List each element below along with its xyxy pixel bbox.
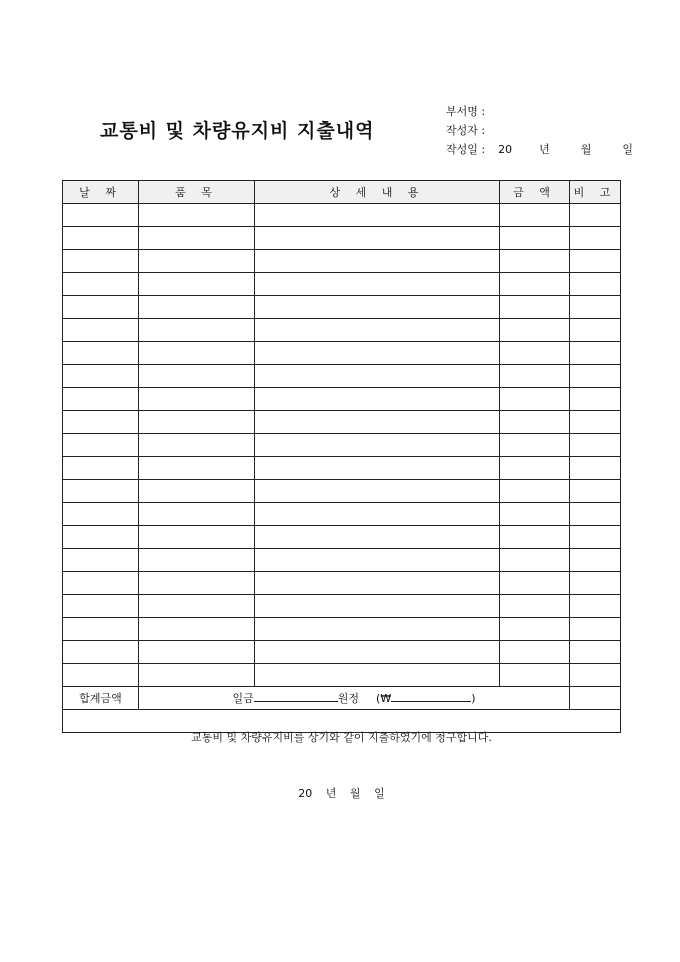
total-prefix: 일금 (232, 692, 254, 705)
date-month-unit: 월 (580, 143, 592, 156)
cell-date[interactable] (63, 273, 139, 296)
cell-details[interactable] (255, 250, 500, 273)
cell-amount[interactable] (500, 365, 570, 388)
cell-remarks[interactable] (570, 227, 621, 250)
cell-date[interactable] (63, 388, 139, 411)
date-year-prefix: 20 (498, 143, 513, 156)
table-body (63, 204, 621, 687)
cell-item[interactable] (139, 641, 255, 664)
cell-amount[interactable] (500, 250, 570, 273)
cell-item[interactable] (139, 365, 255, 388)
cell-remarks[interactable] (570, 250, 621, 273)
table-row (63, 411, 621, 434)
cell-item[interactable] (139, 434, 255, 457)
cell-amount[interactable] (500, 319, 570, 342)
cell-amount[interactable] (500, 434, 570, 457)
cell-details[interactable] (255, 526, 500, 549)
total-label: 합계금액 (63, 687, 139, 710)
cell-remarks[interactable] (570, 342, 621, 365)
cell-amount[interactable] (500, 664, 570, 687)
footer-day-unit: 일 (374, 787, 385, 800)
cell-remarks[interactable] (570, 319, 621, 342)
cell-amount[interactable] (500, 273, 570, 296)
table-row (63, 296, 621, 319)
footer-statement: 교통비 및 차량유지비를 상기와 같이 지출하였기에 청구합니다. (191, 731, 492, 744)
table-row (63, 250, 621, 273)
footer-date (63, 785, 620, 801)
cell-item[interactable] (139, 526, 255, 549)
table-header-row (63, 181, 621, 204)
table-row (63, 227, 621, 250)
cell-remarks[interactable] (570, 388, 621, 411)
table-row (63, 388, 621, 411)
cell-item[interactable] (139, 204, 255, 227)
table-row (63, 319, 621, 342)
cell-item[interactable] (139, 227, 255, 250)
table-row (63, 457, 621, 480)
cell-details[interactable] (255, 434, 500, 457)
cell-amount[interactable] (500, 296, 570, 319)
cell-amount[interactable] (500, 204, 570, 227)
cell-details[interactable] (255, 319, 500, 342)
table-row (63, 434, 621, 457)
cell-details[interactable] (255, 204, 500, 227)
total-amount-cell[interactable] (139, 687, 570, 710)
cell-details[interactable] (255, 503, 500, 526)
cell-remarks[interactable] (570, 549, 621, 572)
cell-remarks[interactable] (570, 641, 621, 664)
cell-details[interactable] (255, 411, 500, 434)
cell-item[interactable] (139, 595, 255, 618)
table-row (63, 342, 621, 365)
cell-details[interactable] (255, 664, 500, 687)
cell-date[interactable] (63, 595, 139, 618)
cell-details[interactable] (255, 273, 500, 296)
cell-amount[interactable] (500, 342, 570, 365)
cell-item[interactable] (139, 250, 255, 273)
cell-amount[interactable] (500, 572, 570, 595)
footer-row (63, 710, 621, 733)
cell-date[interactable] (63, 641, 139, 664)
cell-details[interactable] (255, 365, 500, 388)
total-numeric-amount-blank[interactable] (391, 690, 471, 702)
cell-remarks[interactable] (570, 664, 621, 687)
table-row (63, 480, 621, 503)
table-row (63, 572, 621, 595)
document-title: 교통비 및 차량유지비 지출내역 (100, 120, 375, 142)
cell-remarks[interactable] (570, 411, 621, 434)
cell-amount[interactable] (500, 618, 570, 641)
cell-details[interactable] (255, 388, 500, 411)
cell-details[interactable] (255, 641, 500, 664)
cell-date[interactable] (63, 572, 139, 595)
cell-date[interactable] (63, 250, 139, 273)
header-details: 상 세 내 용 (255, 181, 500, 204)
cell-item[interactable] (139, 388, 255, 411)
cell-remarks[interactable] (570, 526, 621, 549)
date-year-unit: 년 (539, 143, 550, 156)
cell-date[interactable] (63, 618, 139, 641)
cell-date[interactable] (63, 664, 139, 687)
cell-date[interactable] (63, 434, 139, 457)
total-suffix: 원정 (337, 692, 360, 705)
cell-remarks[interactable] (570, 618, 621, 641)
cell-details[interactable] (255, 572, 500, 595)
department-field (446, 103, 485, 119)
cell-amount[interactable] (500, 457, 570, 480)
table-row (63, 526, 621, 549)
cell-item[interactable] (139, 296, 255, 319)
cell-date[interactable] (63, 457, 139, 480)
cell-item[interactable] (139, 549, 255, 572)
cell-date[interactable] (63, 411, 139, 434)
header-date: 날 짜 (63, 181, 139, 204)
header-item: 품 목 (139, 181, 255, 204)
cell-amount[interactable] (500, 480, 570, 503)
cell-remarks[interactable] (570, 273, 621, 296)
date-label: 작성일 : (446, 143, 486, 156)
cell-item[interactable] (139, 480, 255, 503)
cell-date[interactable] (63, 526, 139, 549)
cell-remarks[interactable] (570, 457, 621, 480)
cell-details[interactable] (255, 618, 500, 641)
author-field (446, 122, 485, 138)
cell-amount[interactable] (500, 503, 570, 526)
cell-item[interactable] (139, 319, 255, 342)
cell-date[interactable] (63, 365, 139, 388)
cell-details[interactable] (255, 480, 500, 503)
cell-item[interactable] (139, 411, 255, 434)
table-row (63, 664, 621, 687)
cell-item[interactable] (139, 572, 255, 595)
cell-details[interactable] (255, 595, 500, 618)
cell-remarks[interactable] (570, 296, 621, 319)
cell-date[interactable] (63, 227, 139, 250)
cell-item[interactable] (139, 342, 255, 365)
cell-date[interactable] (63, 296, 139, 319)
date-field (446, 141, 633, 157)
cell-remarks[interactable] (570, 365, 621, 388)
header-remarks: 비 고 (570, 181, 621, 204)
table-row (63, 365, 621, 388)
cell-item[interactable] (139, 457, 255, 480)
total-remarks-cell[interactable] (570, 687, 621, 710)
cell-details[interactable] (255, 296, 500, 319)
cell-amount[interactable] (500, 526, 570, 549)
table-row (63, 641, 621, 664)
department-label: 부서명 : (446, 105, 486, 118)
table-row (63, 618, 621, 641)
total-row (63, 687, 621, 710)
cell-amount[interactable] (500, 388, 570, 411)
cell-remarks[interactable] (570, 503, 621, 526)
cell-date[interactable] (63, 480, 139, 503)
cell-remarks[interactable] (570, 434, 621, 457)
cell-item[interactable] (139, 618, 255, 641)
cell-remarks[interactable] (570, 572, 621, 595)
cell-item[interactable] (139, 503, 255, 526)
cell-details[interactable] (255, 549, 500, 572)
cell-remarks[interactable] (570, 480, 621, 503)
cell-item[interactable] (139, 664, 255, 687)
cell-item[interactable] (139, 273, 255, 296)
footer-year-prefix: 20 (298, 787, 313, 800)
cell-details[interactable] (255, 227, 500, 250)
cell-remarks[interactable] (570, 204, 621, 227)
cell-amount[interactable] (500, 641, 570, 664)
author-label: 작성자 : (446, 124, 486, 137)
cell-date[interactable] (63, 503, 139, 526)
cell-amount[interactable] (500, 227, 570, 250)
cell-amount[interactable] (500, 549, 570, 572)
footer-year-unit: 년 (325, 787, 337, 800)
cell-remarks[interactable] (570, 595, 621, 618)
cell-details[interactable] (255, 342, 500, 365)
cell-amount[interactable] (500, 595, 570, 618)
footer-cell (63, 710, 621, 800)
footer-month-unit: 월 (349, 787, 361, 800)
cell-amount[interactable] (500, 411, 570, 434)
date-day-unit: 일 (622, 143, 634, 156)
currency-close: ) (471, 692, 476, 705)
header-amount: 금 액 (500, 181, 570, 204)
expense-table (62, 180, 621, 800)
cell-date[interactable] (63, 319, 139, 342)
cell-details[interactable] (255, 457, 500, 480)
table-row (63, 273, 621, 296)
cell-date[interactable] (63, 342, 139, 365)
table-row (63, 503, 621, 526)
table-row (63, 595, 621, 618)
table-row (63, 204, 621, 227)
cell-date[interactable] (63, 549, 139, 572)
currency-open: (₩ (376, 692, 392, 705)
table-row (63, 549, 621, 572)
cell-date[interactable] (63, 204, 139, 227)
total-korean-amount-blank[interactable] (254, 690, 338, 702)
